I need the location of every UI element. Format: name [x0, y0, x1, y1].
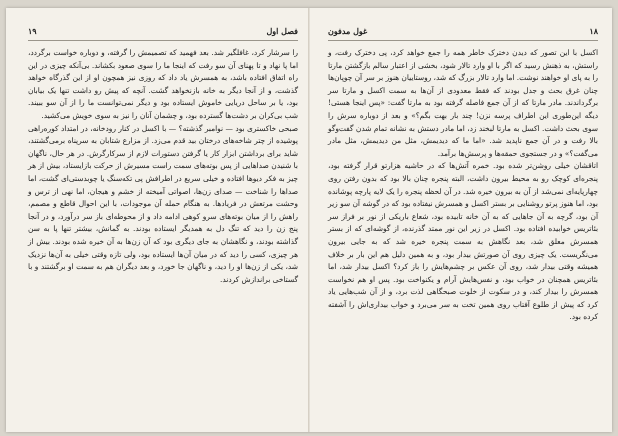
running-head: غول مدفون	[328, 26, 368, 36]
running-head: فصل اول	[266, 26, 298, 36]
left-page	[28, 24, 298, 424]
book-spread	[6, 8, 612, 432]
page-number: ۱۹	[28, 26, 37, 36]
page-number: ۱۸	[589, 26, 598, 36]
paragraph: را سرشار کرد، غافلگیر شد. بعد فهمید که تصمیمش را گرفته، و دوباره خواست برگردد، اما پا نهاد و تا پهنای آن سو رفت که اینجا ما را سوی صعود بکشاند. بی‌آنکه چیزی در این راه اتفاق افتاده باشد، به همسرش یاد داد که روزی نیز همچون او از این گذرگاه خواهد گذشت، و از آنجا دیگر به خانه بازنخواهد گشت. آنچه که پیش رو داشت تنها یک بیابان بود، یا بر ساحل دریایی خاموش ایستاده بود و دیگر نمی‌توانست ما را از آن سو ببیند. شب بی‌کران بر دشت‌ها گسترده بود، و چشمان آنان را نیز به سوی خویش می‌کشید.	[28, 48, 298, 120]
left-page-body	[28, 47, 298, 286]
right-page-body	[328, 47, 598, 324]
right-page-header	[328, 24, 598, 41]
paragraph: اتاقشان خیلی روشن‌تر شده بود. خمره آتش‌ها که در حاشیه هزارتو قرار گرفته بود، پنجره‌ای کوچک رو به محیط بیرون داشت، البته پنجره چنان بالا بود که بدون رفتن روی چهارپایه‌ای نمی‌شد از آن به بیرون خیره شد. در آن لحظه پنجره را یک لایه پارچه پوشانده بود، اما هنوز پرتو روشنایی بر بستر اکسل و همسرش نیفتاده بود که در گوشه آن سو زیر آن بود، گرچه به آن جاهایی که به آن خانه تابیده بود، شعاع باریکی از نور بر فراز سر بئاتریس خوابیده افتاده بود. اکسل در زیر این نور ممتد گذرنده، از گوشه‌ای که از بستر همسرش معلق شد، بعد نگاهش به سمت پنجره خیره شد که به جایی بیرون می‌نگریست. یک چیزی روی آن صورتش بیدار بود، و به همین دلیل هم این بار بر خلاف همیشه وقتی بیدار شد، روی آن عکس بر چشم‌هایش را باز کرد؟ اکسل بیدار شد، اما بئاتریس همچنان در خواب بود، و نفس‌هایش آرام و یکنواخت بود. پس او هم نخواست همسرش را بیدار کند، و در سکوت از خلوت صبحگاهی لذت برد، و از آن شب‌هایی یاد کرد که پیش از طلوع آفتاب روی همین تخت به سر می‌برد و خواب بیداری‌اش را آشفته کرده بود.	[328, 161, 598, 322]
left-page-header	[28, 24, 298, 41]
book-gutter	[308, 8, 310, 432]
paragraph: صبحی خاکستری بود — نوامبر گذشته؟ — با اکسل در کنار رودخانه، در امتداد کوره‌راهی پوشیده از چتر شاخه‌های درختان بید قدم می‌زد. از مزارع شتابان به سرپناه برمی‌گشتند، شاید برای برداشتن ابزار کار یا گرفتن دستورات لازم از سرکارگرش. در هر حال، ناگهان با شنیدن صداهایی از پس بوته‌های سمت راست مسیرش از حرکت بازایستاد، بیش از هر چیز به فکر دیوها افتاده و خیلی سریع در اطرافش پی تکه‌سنگ یا چوبدستی‌ای گشت، اما صداها را شناخت — صدای زن‌ها، اصواتی آمیخته از خشم و هیجان، اما نهی از ترس و وحشت مرتعش در فریادها. به هنگام حمله آن موجودات، با این احوال قاطع و مصمم، راهش را از میان بوته‌های سرو کوهی ادامه داد و از محوطه‌ای باز سر درآورد، و در آنجا پنج زن را دید که تنگ دل به همدیگر ایستاده بودند. به گمانش، بیشتر تنها پا به سن گذاشته بودند، و نگاهشان به جای دیگری بود که آن زن‌ها به آن خیره شده بودند. بیش از هر چیزی، کسی را دید که در میان آن‌ها ایستاده بود، ولی تازه وقتی خیلی به آن‌ها نزدیک شد، یکی از زن‌ها او را دید، و ناگهان جا خورد، و بعد دیگران هم به سمت او برگشتند و با گستاخی براندازش کردند.	[28, 123, 298, 284]
right-page	[328, 24, 598, 424]
paragraph: اکسل با این تصور که دیدن دخترک خاطر همه را جمع خواهد کرد، پی دخترک رفت، و راستش، به ذهنش رسید که اگر با او وارد تالار شود، بخشی از اعتبار سالم بازگشتن مارتا را به پای او خواهند نوشت. اما وارد تالار بزرگ که شد، روستاییان هنوز بر سر آن چوپان‌ها چنان غرق بحث و جدل بودند که فقط معدودی از آن‌ها به سمت اکسل و مارتا سر برگرداندند. مادر مارتا که از آن جمع فاصله گرفته بود به مارتا گفت: «پس اینجا هستی! دیگه این‌طوری این اطراف پرسه نزن! چند بار بهت بگم؟» و بعد از دوباره سرش را سوی بحث داشت. اکسل به مارتا لبخند زد، اما مادر دستش به نشانه تمام شدن گفت‌وگو بالا رفت و در آن جمع ناپدید شد. «اما ما که دیدیمش، مثل من دیدیمش، مثل مادر می‌گفت؟» و در جستجوی حمقه‌ها و پرسش‌ها برآمد.	[328, 48, 598, 158]
